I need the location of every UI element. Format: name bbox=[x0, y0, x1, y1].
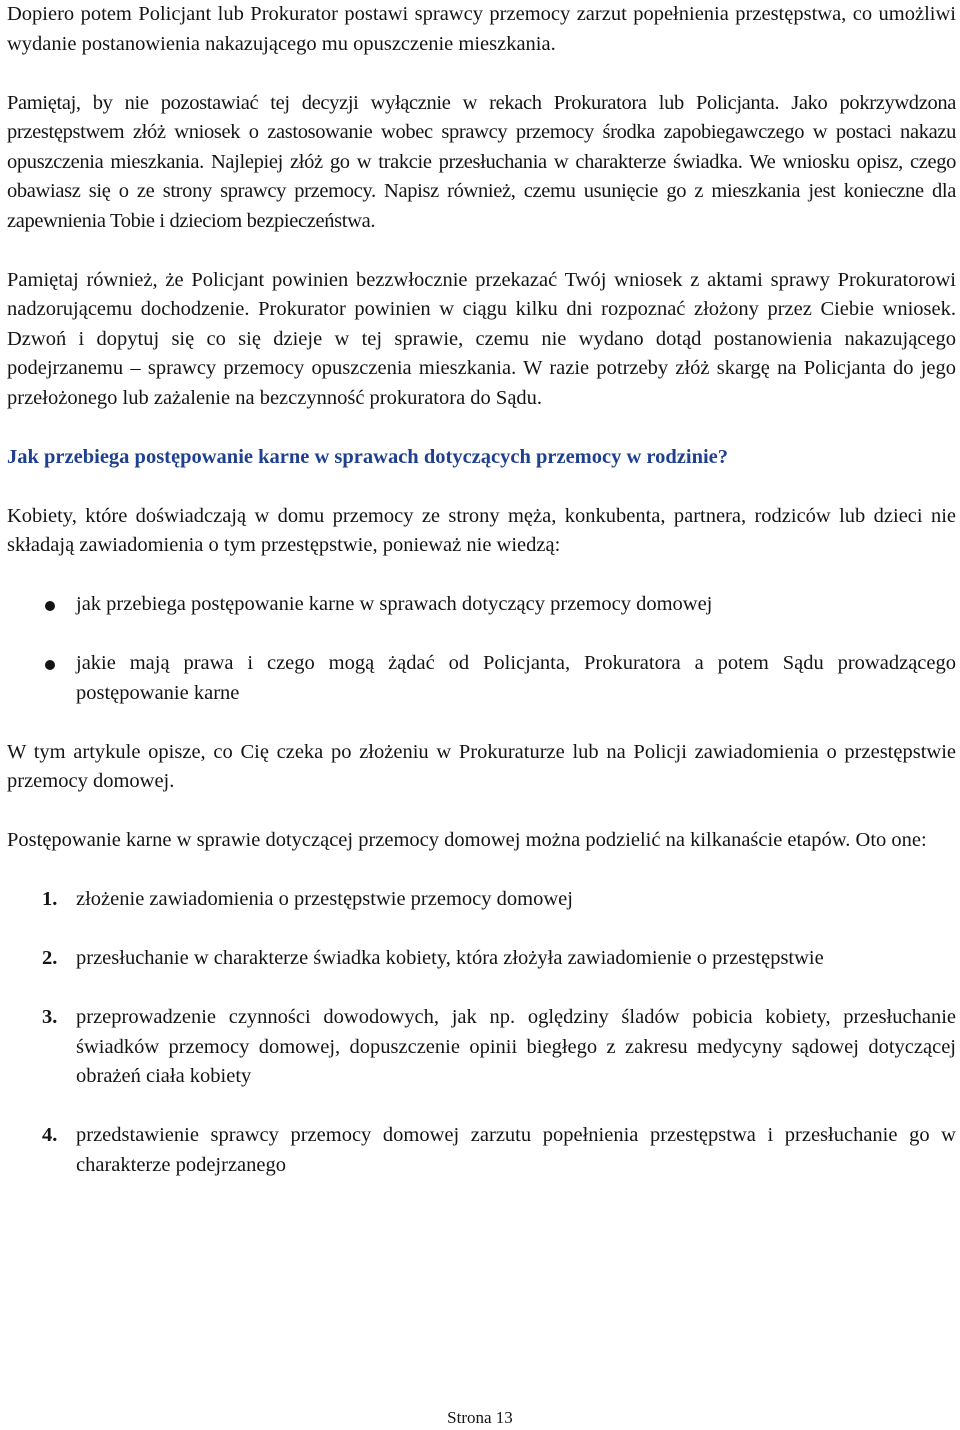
stage-item bbox=[7, 944, 956, 974]
bullet-item bbox=[7, 649, 956, 708]
stage-item bbox=[7, 885, 956, 915]
document-page bbox=[7, 0, 956, 1180]
paragraph-stages-intro: Postępowanie karne w sprawie dotyczącej przemocy domowej można podzielić na kilkanaście etapów. Oto one: bbox=[7, 829, 927, 851]
bullet-list bbox=[7, 590, 956, 708]
stage-item bbox=[7, 1003, 956, 1092]
section-heading: Jak przebiega postępowanie karne w sprawach dotyczących przemocy w rodzinie? bbox=[7, 445, 729, 468]
stages-list bbox=[7, 885, 956, 1180]
paragraph-women-unaware: Kobiety, które doświadczają w domu przemocy ze strony męża, konkubenta, partnera, rodziców lub dzieci nie składają zawiadomienia o tym przestępstwie, ponieważ nie wiedzą: bbox=[7, 504, 956, 556]
stage-text: przeprowadzenie czynności dowodowych, jak np. oględziny śladów pobicia kobiety, przesłuchanie świadków przemocy domowej, dopuszczenie opinii biegłego z zakresu medycyny sądowej dotyczącej obrażeń ciała kobiety bbox=[76, 1006, 956, 1087]
stage-number: 1. bbox=[42, 888, 58, 910]
stage-text: przedstawienie sprawcy przemocy domowej zarzutu popełnienia przestępstwa i przesłuchanie go w charakterze podejrzanego bbox=[76, 1124, 956, 1176]
bullet-dot-icon bbox=[45, 660, 55, 670]
stage-number: 3. bbox=[42, 1006, 58, 1028]
bullet-text: jakie mają prawa i czego mogą żądać od Policjanta, Prokuratora a potem Sądu prowadzącego postępowanie karne bbox=[76, 652, 956, 704]
stage-number: 2. bbox=[42, 947, 58, 969]
page-number: Strona 13 bbox=[447, 1408, 513, 1427]
paragraph-police-duty: Pamiętaj również, że Policjant powinien bezzwłocznie przekazać Twój wniosek z aktami sprawy Prokuratorowi nadzorującemu dochodzenie. Prokurator powinien w ciągu kilku dni rozpoznać złożony przez Ciebie wniosek. Dzwoń i dopytuj się co się dzieje w tej sprawie, czemu nie wydano dotąd postanowienia nakazującego podejrzanemu – sprawcy przemocy opuszczenia mieszkania. W razie potrzeby złóż skargę na Policjanta do jego przełożonego lub zażalenie na bezczynność prokuratora do Sądu. bbox=[7, 268, 956, 409]
paragraph-charges: Dopiero potem Policjant lub Prokurator postawi sprawcy przemocy zarzut popełnienia przestępstwa, co umożliwi wydanie postanowienia nakazującego mu opuszczenie mieszkania. bbox=[7, 3, 956, 55]
bullet-item bbox=[7, 590, 956, 620]
paragraph-motion-advice: Pamiętaj, by nie pozostawiać tej decyzji wyłącznie w rekach Prokuratora lub Policjanta. Jako pokrzywdzona przestępstwem złóż wniosek o zastosowanie wobec sprawcy przemocy środka zapobiegawczego w postaci nakazu opuszczenia mieszkania. Najlepiej złóż go w trakcie przesłuchania w charakterze świadka. We wniosku opisz, czego obawiasz się o ze strony sprawcy przemocy. Napisz również, czemu usunięcie go z mieszkania jest konieczne dla zapewnienia Tobie i dzieciom bezpieczeństwa. bbox=[7, 91, 956, 232]
stage-text: przesłuchanie w charakterze świadka kobiety, która złożyła zawiadomienie o przestępstwie bbox=[76, 947, 824, 969]
bullet-text: jak przebiega postępowanie karne w sprawach dotyczący przemocy domowej bbox=[76, 593, 713, 615]
stage-number: 4. bbox=[42, 1124, 58, 1146]
stage-item bbox=[7, 1121, 956, 1180]
stage-text: złożenie zawiadomienia o przestępstwie przemocy domowej bbox=[76, 888, 573, 910]
paragraph-article-intro: W tym artykule opisze, co Cię czeka po złożeniu w Prokuraturze lub na Policji zawiadomienia o przestępstwie przemocy domowej. bbox=[7, 740, 956, 792]
bullet-dot-icon bbox=[45, 601, 55, 611]
